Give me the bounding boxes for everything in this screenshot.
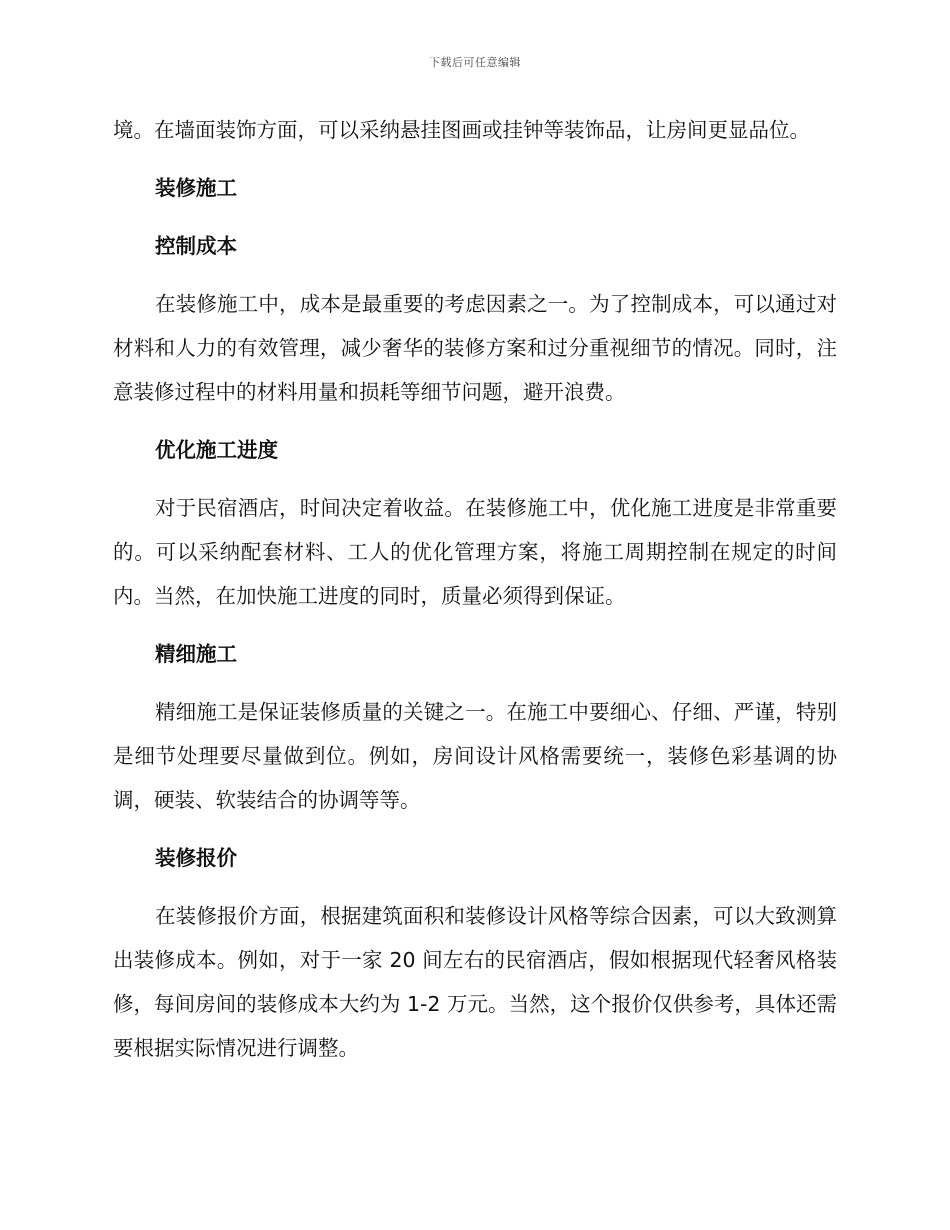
paragraph-quotation: 在装修报价方面，根据建筑面积和装修设计风格等综合因素，可以大致测算出装修成本。例如，对于一家 20 间左右的民宿酒店，假如根据现代轻奢风格装修，每间房间的装修成本大约为 1-2 万元。当然，这个报价仅供参考，具体还需要根据实际情况进行调整。 xyxy=(113,904,837,1060)
document-body xyxy=(113,108,837,1084)
paragraph-cost-control: 在装修施工中，成本是最重要的考虑因素之一。为了控制成本，可以通过对材料和人力的有效管理，减少奢华的装修方案和过分重视细节的情况。同时，注意装修过程中的材料用量和损耗等细节问题，避开浪费。 xyxy=(113,292,837,404)
paragraph-schedule-optimization: 对于民宿酒店，时间决定着收益。在装修施工中，优化施工进度是非常重要的。可以采纳配套材料、工人的优化管理方案，将施工周期控制在规定的时间内。当然，在加快施工进度的同时，质量必须得到保证。 xyxy=(113,496,837,608)
heading-schedule-optimization: 优化施工进度 xyxy=(155,438,278,462)
heading-cost-control: 控制成本 xyxy=(155,234,237,258)
heading-fine-construction: 精细施工 xyxy=(155,642,237,666)
paragraph-fine-construction: 精细施工是保证装修质量的关键之一。在施工中要细心、仔细、严谨，特别是细节处理要尽量做到位。例如，房间设计风格需要统一，装修色彩基调的协调，硬装、软装结合的协调等等。 xyxy=(113,700,837,812)
heading-construction: 装修施工 xyxy=(155,176,237,200)
paragraph-wall-decoration: 境。在墙面装饰方面，可以采纳悬挂图画或挂钟等装饰品，让房间更显品位。 xyxy=(113,118,810,142)
page-header: 下载后可任意编辑 xyxy=(429,56,521,69)
heading-quotation: 装修报价 xyxy=(155,846,237,870)
